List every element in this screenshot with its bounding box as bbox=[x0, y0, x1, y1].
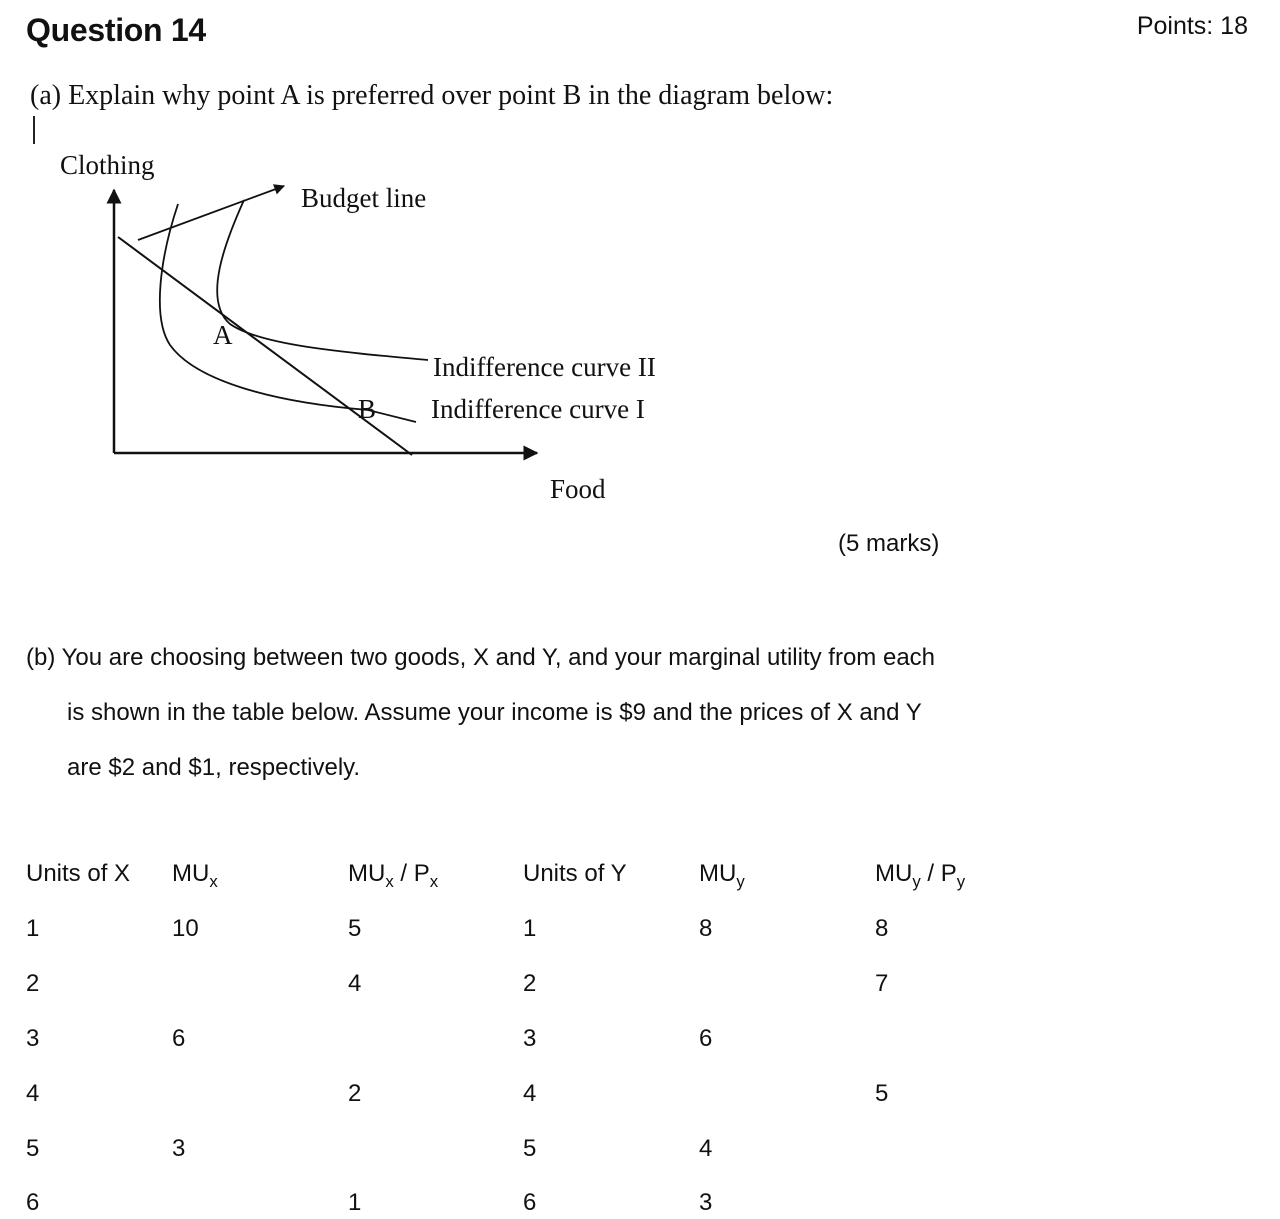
header-units-y: Units of Y bbox=[523, 860, 627, 887]
table-cell-mux-px: 4 bbox=[348, 970, 362, 997]
table-cell-units-y: 3 bbox=[523, 1025, 537, 1052]
header-muy-py: $MU_y / P_y$ bbox=[875, 860, 966, 891]
table-cell-mu-y: 6 bbox=[699, 1025, 713, 1052]
table-cell-mux-px: 5 bbox=[348, 915, 362, 942]
table-cell-units-x: 6 bbox=[26, 1189, 40, 1216]
table-cell-mu-x: 10 bbox=[172, 915, 199, 942]
table-cell-units-x: 4 bbox=[26, 1080, 40, 1107]
point-a-label: A bbox=[213, 320, 233, 350]
part-b-line-3: are $2 and $1, respectively. bbox=[67, 754, 361, 781]
marks-label: (5 marks) bbox=[838, 530, 940, 557]
table-cell-mu-y: 4 bbox=[699, 1135, 713, 1162]
point-b-label: B bbox=[358, 394, 377, 424]
table-cell-mu-y: 3 bbox=[699, 1189, 713, 1216]
table-cell-muy-py: 8 bbox=[875, 915, 889, 942]
header-units-x: Units of X bbox=[26, 860, 131, 887]
x-axis-label: Food bbox=[550, 474, 606, 504]
part-a-prompt: (a) Explain why point A is preferred over point B in the diagram below: bbox=[30, 80, 834, 111]
table-cell-mux-px: 2 bbox=[348, 1080, 362, 1107]
table-cell-units-x: 3 bbox=[26, 1025, 40, 1052]
header-mu-y: $MU_y$ bbox=[699, 860, 745, 891]
question-title: Question 14 bbox=[26, 12, 206, 48]
header-mux-px: $MU_x / P_x$ bbox=[348, 860, 439, 891]
table-cell-units-y: 1 bbox=[523, 915, 537, 942]
table-cell-units-x: 2 bbox=[26, 970, 40, 997]
budget-line-label: Budget line bbox=[301, 183, 427, 213]
header-mu-x: $MU_x$ bbox=[172, 860, 218, 891]
table-cell-units-y: 2 bbox=[523, 970, 537, 997]
table-cell-muy-py: 5 bbox=[875, 1080, 889, 1107]
y-axis-label: Clothing bbox=[60, 150, 155, 180]
table-cell-units-y: 6 bbox=[523, 1189, 537, 1216]
table-cell-units-x: 1 bbox=[26, 915, 40, 942]
table-cell-units-x: 5 bbox=[26, 1135, 40, 1162]
curve-ii-label: Indifference curve II bbox=[433, 352, 656, 382]
table-cell-mu-x: 3 bbox=[172, 1135, 186, 1162]
table-cell-muy-py: 7 bbox=[875, 970, 889, 997]
curve-i-label: Indifference curve I bbox=[431, 394, 645, 424]
table-cell-mu-x: 6 bbox=[172, 1025, 186, 1052]
part-b-line-1: (b) You are choosing between two goods, X and Y, and your marginal utility from each bbox=[26, 644, 936, 671]
table-cell-units-y: 4 bbox=[523, 1080, 537, 1107]
part-b-line-2: is shown in the table below. Assume your income is $9 and the prices of X and Y bbox=[67, 699, 922, 726]
table-cell-mux-px: 1 bbox=[348, 1189, 362, 1216]
points-label: Points: 18 bbox=[1136, 12, 1248, 40]
table-cell-mu-y: 8 bbox=[699, 915, 713, 942]
table-cell-units-y: 5 bbox=[523, 1135, 537, 1162]
